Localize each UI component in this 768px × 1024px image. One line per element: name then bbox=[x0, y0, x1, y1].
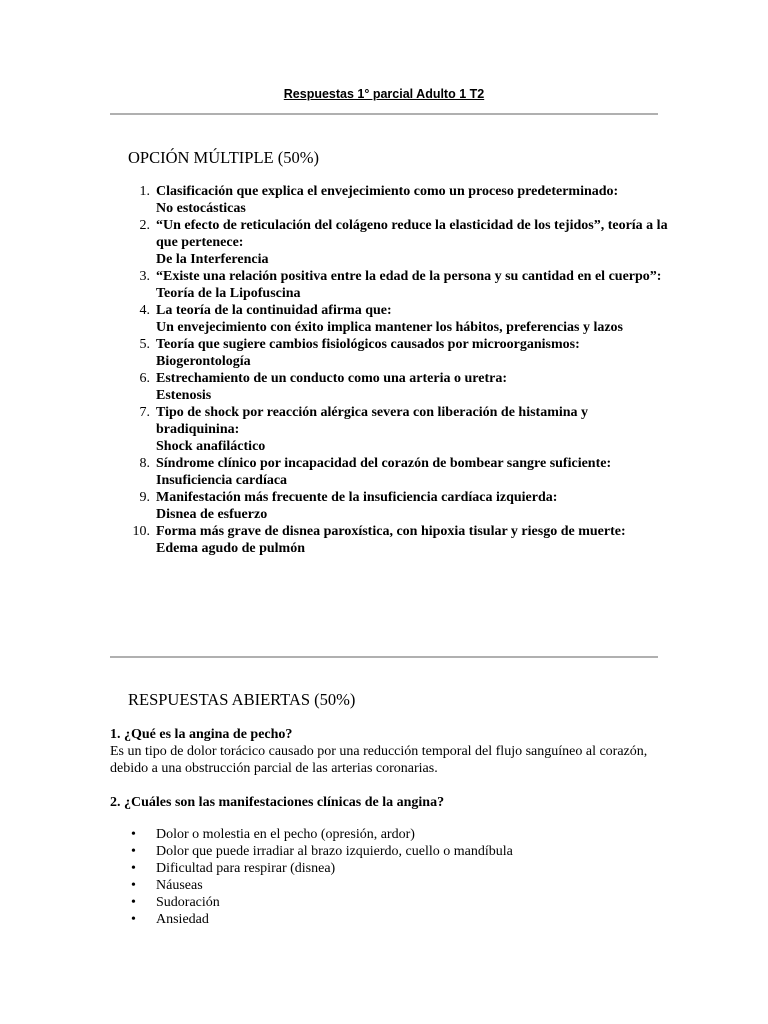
mc-item-2 bbox=[110, 217, 670, 268]
manifestations-list bbox=[110, 826, 513, 928]
mc-question: “Existe una relación positiva entre la edad de la persona y su cantidad en el cuerpo”: bbox=[156, 269, 662, 284]
mc-number: 9. bbox=[139, 490, 150, 505]
mc-question: Forma más grave de disnea paroxística, con hipoxia tisular y riesgo de muerte: bbox=[156, 524, 626, 539]
mc-question: Síndrome clínico por incapacidad del corazón de bombear sangre suficiente: bbox=[156, 456, 612, 471]
mc-answer: Insuficiencia cardíaca bbox=[156, 473, 288, 488]
mc-question: Manifestación más frecuente de la insuficiencia cardíaca izquierda: bbox=[156, 490, 558, 505]
mc-item-3 bbox=[110, 268, 670, 302]
mc-number: 3. bbox=[139, 269, 150, 284]
mc-answer: Biogerontología bbox=[156, 354, 251, 369]
mc-number: 8. bbox=[139, 456, 150, 471]
mc-item-8 bbox=[110, 455, 670, 489]
open-answer-1-text: Es un tipo de dolor torácico causado por una reducción temporal del flujo sanguíneo al corazón, debido a una obstrucción parcial de las arterias coronarias. bbox=[110, 744, 648, 776]
list-item: • Ansiedad bbox=[110, 911, 513, 928]
mc-question: “Un efecto de reticulación del colágeno reduce la elasticidad de los tejidos”, teoría a la que pertenece: bbox=[156, 218, 668, 250]
mc-question: Teoría que sugiere cambios fisiológicos causados por microorganismos: bbox=[156, 337, 580, 352]
section-title-open-answers: RESPUESTAS ABIERTAS (50%) bbox=[128, 690, 356, 709]
mc-item-9 bbox=[110, 489, 670, 523]
mc-item-6 bbox=[110, 370, 670, 404]
mc-answer: Edema agudo de pulmón bbox=[156, 541, 305, 556]
open-question-1-text: 1. ¿Qué es la angina de pecho? bbox=[110, 727, 293, 742]
mc-item-1 bbox=[110, 183, 670, 217]
open-question-1 bbox=[110, 726, 670, 777]
mc-question: Estrechamiento de un conducto como una arteria o uretra: bbox=[156, 371, 507, 386]
mc-number: 7. bbox=[139, 405, 150, 420]
list-item: • Dolor que puede irradiar al brazo izquierdo, cuello o mandíbula bbox=[110, 843, 513, 860]
divider-top bbox=[110, 113, 658, 115]
open-question-2-text: 2. ¿Cuáles son las manifestaciones clínicas de la angina? bbox=[110, 795, 445, 810]
document-title: Respuestas 1° parcial Adulto 1 T2 bbox=[283, 87, 485, 101]
mc-answer: No estocásticas bbox=[156, 201, 246, 216]
mc-answer: Estenosis bbox=[156, 388, 212, 403]
open-question-2 bbox=[110, 794, 670, 811]
mc-number: 5. bbox=[139, 337, 150, 352]
mc-number: 6. bbox=[139, 371, 150, 386]
list-item: • Sudoración bbox=[110, 894, 513, 911]
mc-number: 10. bbox=[132, 524, 150, 539]
list-item: • Dolor o molestia en el pecho (opresión, ardor) bbox=[110, 826, 513, 843]
mc-item-7 bbox=[110, 404, 670, 455]
mc-number: 1. bbox=[139, 184, 150, 199]
divider-middle bbox=[110, 656, 658, 658]
section-title-multiple-choice: OPCIÓN MÚLTIPLE (50%) bbox=[128, 148, 319, 167]
mc-question: La teoría de la continuidad afirma que: bbox=[156, 303, 392, 318]
mc-answer: Shock anafiláctico bbox=[156, 439, 266, 454]
mc-number: 4. bbox=[139, 303, 150, 318]
list-item: • Dificultad para respirar (disnea) bbox=[110, 860, 513, 877]
multiple-choice-list bbox=[110, 183, 670, 557]
mc-question: Tipo de shock por reacción alérgica severa con liberación de histamina y bradiquinina: bbox=[156, 405, 589, 437]
mc-question: Clasificación que explica el envejecimiento como un proceso predeterminado: bbox=[156, 184, 619, 199]
mc-answer: Disnea de esfuerzo bbox=[156, 507, 268, 522]
list-item: • Náuseas bbox=[110, 877, 513, 894]
mc-answer: Un envejecimiento con éxito implica mantener los hábitos, preferencias y lazos bbox=[156, 320, 623, 335]
mc-item-10 bbox=[110, 523, 670, 557]
mc-answer: De la Interferencia bbox=[156, 252, 269, 267]
mc-item-4 bbox=[110, 302, 670, 336]
mc-number: 2. bbox=[139, 218, 150, 233]
mc-answer: Teoría de la Lipofuscina bbox=[156, 286, 301, 301]
mc-item-5 bbox=[110, 336, 670, 370]
